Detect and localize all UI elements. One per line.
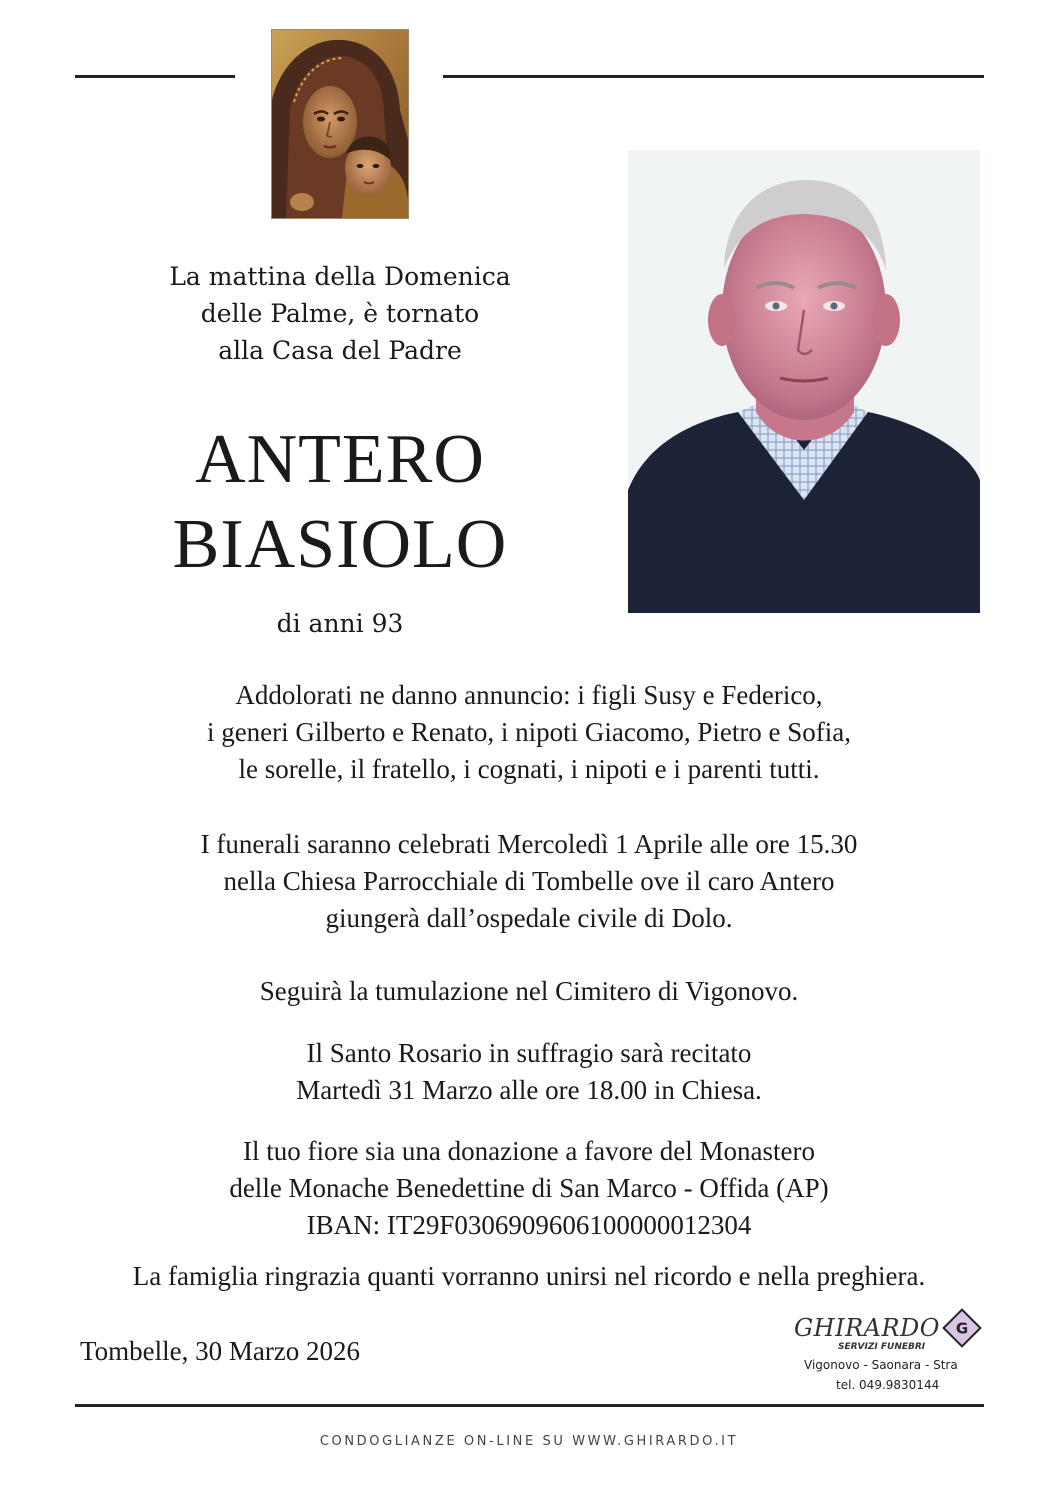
diamond-letter: G [955,1319,969,1338]
deceased-age: di anni 93 [276,609,404,638]
funeral-home-name: GHIRARDO [794,1314,940,1342]
deceased-last-name: BIASIOLO [172,506,508,583]
place-date: Tombelle, 30 Marzo 2026 [80,1336,361,1366]
footer-condolences-link[interactable]: CONDOGLIANZE ON-LINE SU WWW.GHIRARDO.IT [319,1434,739,1449]
thanks-line: La famiglia ringrazia quanti vorranno unirsi nel ricordo e nella preghiera. [132,1261,926,1291]
burial-paragraph [40,973,1018,1010]
funeral-line: giungerà dall’ospedale civile di Dolo. [325,903,733,933]
rosary-paragraph [40,1035,1018,1109]
burial-line: Seguirà la tumulazione nel Cimitero di Vigonovo. [259,976,799,1006]
madonna-child-icon [272,30,408,218]
intro-line: alla Casa del Padre [218,336,462,365]
rosary-line: Martedì 31 Marzo alle ore 18.00 in Chiesa. [296,1075,762,1105]
intro-text [110,258,570,369]
thanks-paragraph [40,1258,1018,1295]
funeral-line: nella Chiesa Parrocchiale di Tombelle ove il caro Antero [223,866,835,896]
funeral-home-subtitle: SERVIZI FUNEBRI [838,1342,926,1352]
funeral-home-logo [780,1300,990,1400]
announcement-line: i generi Gilberto e Renato, i nipoti Giacomo, Pietro e Sofia, [206,717,852,747]
deceased-portrait-photo [628,150,980,613]
rosary-line: Il Santo Rosario in suffragio sarà recitato [306,1038,752,1068]
funeral-paragraph [40,826,1018,937]
announcement-paragraph [40,677,1018,788]
deceased-first-name: ANTERO [195,421,485,498]
donation-iban: IBAN: IT29F0306909606100000012304 [306,1210,752,1240]
funeral-home-towns: Vigonovo - Saonara - Stra [804,1358,958,1372]
top-rule-left [75,75,235,78]
donation-line: Il tuo fiore sia una donazione a favore del Monastero [242,1136,816,1166]
intro-line: delle Palme, è tornato [200,299,480,328]
donation-paragraph [40,1133,1018,1244]
diamond-logo-icon [942,1308,982,1348]
funeral-line: I funerali saranno celebrati Mercoledì 1 Aprile alle ore 15.30 [200,829,858,859]
announcement-line: le sorelle, il fratello, i cognati, i nipoti e i parenti tutti. [238,754,820,784]
top-rule-right [443,75,984,78]
funeral-home-phone: tel. 049.9830144 [836,1378,940,1392]
intro-line: La mattina della Domenica [169,262,511,291]
donation-line: delle Monache Benedettine di San Marco - Offida (AP) [229,1173,829,1203]
bottom-rule [75,1404,984,1407]
announcement-line: Addolorati ne danno annuncio: i figli Susy e Federico, [235,680,823,710]
